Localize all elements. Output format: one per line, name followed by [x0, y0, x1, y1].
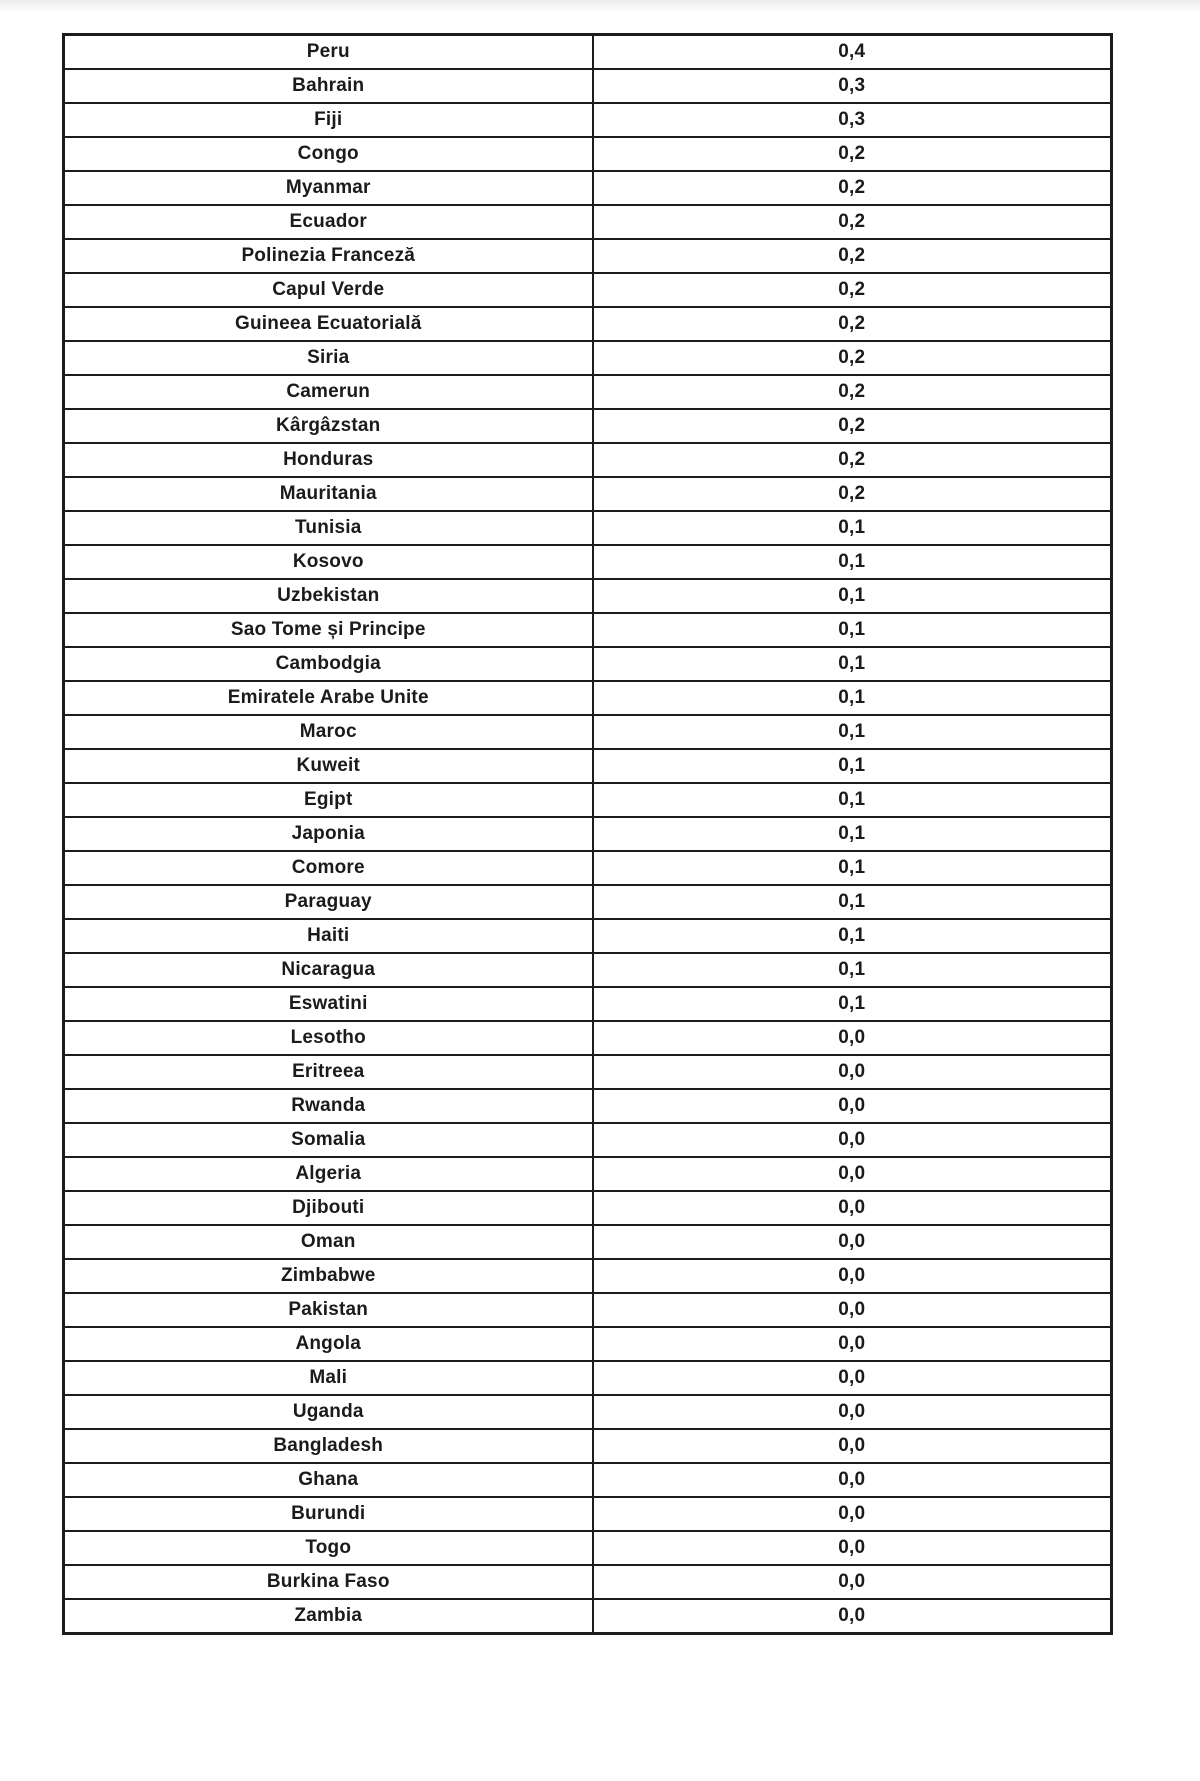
table-row	[64, 1361, 1112, 1395]
value-cell: 0,2	[593, 443, 1112, 477]
table-row	[64, 69, 1112, 103]
country-name-cell: Togo	[64, 1531, 593, 1565]
value-cell: 0,0	[593, 1429, 1112, 1463]
table-row	[64, 1395, 1112, 1429]
country-name-cell: Congo	[64, 137, 593, 171]
table-row	[64, 851, 1112, 885]
table-row	[64, 1157, 1112, 1191]
table-row	[64, 239, 1112, 273]
table-row	[64, 1463, 1112, 1497]
table-row	[64, 749, 1112, 783]
table-row	[64, 1497, 1112, 1531]
country-name-cell: Emiratele Arabe Unite	[64, 681, 593, 715]
value-cell: 0,2	[593, 137, 1112, 171]
value-cell: 0,1	[593, 885, 1112, 919]
country-name-cell: Somalia	[64, 1123, 593, 1157]
table-row	[64, 35, 1112, 70]
table-row	[64, 1293, 1112, 1327]
country-name-cell: Rwanda	[64, 1089, 593, 1123]
table-row	[64, 987, 1112, 1021]
value-cell: 0,1	[593, 647, 1112, 681]
country-name-cell: Maroc	[64, 715, 593, 749]
value-cell: 0,1	[593, 749, 1112, 783]
value-cell: 0,1	[593, 715, 1112, 749]
country-name-cell: Kârgâzstan	[64, 409, 593, 443]
table-row	[64, 477, 1112, 511]
country-name-cell: Mauritania	[64, 477, 593, 511]
table-row	[64, 103, 1112, 137]
value-cell: 0,0	[593, 1599, 1112, 1634]
country-name-cell: Polinezia Franceză	[64, 239, 593, 273]
country-table-body	[64, 35, 1112, 1634]
country-name-cell: Paraguay	[64, 885, 593, 919]
country-name-cell: Fiji	[64, 103, 593, 137]
country-name-cell: Siria	[64, 341, 593, 375]
country-name-cell: Camerun	[64, 375, 593, 409]
country-name-cell: Zimbabwe	[64, 1259, 593, 1293]
value-cell: 0,1	[593, 953, 1112, 987]
country-name-cell: Bahrain	[64, 69, 593, 103]
value-cell: 0,4	[593, 35, 1112, 70]
country-name-cell: Eswatini	[64, 987, 593, 1021]
country-name-cell: Ecuador	[64, 205, 593, 239]
country-name-cell: Capul Verde	[64, 273, 593, 307]
value-cell: 0,1	[593, 681, 1112, 715]
value-cell: 0,0	[593, 1055, 1112, 1089]
value-cell: 0,2	[593, 273, 1112, 307]
table-row	[64, 1021, 1112, 1055]
table-row	[64, 443, 1112, 477]
table-row	[64, 171, 1112, 205]
table-row	[64, 1089, 1112, 1123]
value-cell: 0,0	[593, 1225, 1112, 1259]
value-cell: 0,1	[593, 919, 1112, 953]
value-cell: 0,0	[593, 1565, 1112, 1599]
table-row	[64, 1531, 1112, 1565]
table-row	[64, 1599, 1112, 1634]
table-row	[64, 375, 1112, 409]
country-name-cell: Guineea Ecuatorială	[64, 307, 593, 341]
value-cell: 0,3	[593, 69, 1112, 103]
value-cell: 0,1	[593, 511, 1112, 545]
country-name-cell: Kosovo	[64, 545, 593, 579]
table-row	[64, 953, 1112, 987]
table-row	[64, 579, 1112, 613]
value-cell: 0,0	[593, 1531, 1112, 1565]
table-row	[64, 1123, 1112, 1157]
value-cell: 0,1	[593, 987, 1112, 1021]
value-cell: 0,2	[593, 205, 1112, 239]
country-name-cell: Eritreea	[64, 1055, 593, 1089]
country-name-cell: Zambia	[64, 1599, 593, 1634]
value-cell: 0,2	[593, 341, 1112, 375]
table-row	[64, 1225, 1112, 1259]
table-row	[64, 613, 1112, 647]
value-cell: 0,0	[593, 1497, 1112, 1531]
table-row	[64, 1327, 1112, 1361]
value-cell: 0,2	[593, 307, 1112, 341]
country-name-cell: Tunisia	[64, 511, 593, 545]
value-cell: 0,2	[593, 375, 1112, 409]
country-name-cell: Pakistan	[64, 1293, 593, 1327]
country-name-cell: Cambodgia	[64, 647, 593, 681]
country-value-table	[62, 33, 1113, 1635]
table-row	[64, 205, 1112, 239]
table-row	[64, 783, 1112, 817]
country-name-cell: Burkina Faso	[64, 1565, 593, 1599]
country-name-cell: Japonia	[64, 817, 593, 851]
table-row	[64, 1191, 1112, 1225]
value-cell: 0,2	[593, 409, 1112, 443]
table-row	[64, 885, 1112, 919]
table-row	[64, 273, 1112, 307]
country-name-cell: Myanmar	[64, 171, 593, 205]
value-cell: 0,2	[593, 239, 1112, 273]
value-cell: 0,0	[593, 1191, 1112, 1225]
value-cell: 0,2	[593, 477, 1112, 511]
value-cell: 0,0	[593, 1463, 1112, 1497]
country-name-cell: Ghana	[64, 1463, 593, 1497]
country-name-cell: Egipt	[64, 783, 593, 817]
country-name-cell: Comore	[64, 851, 593, 885]
country-name-cell: Burundi	[64, 1497, 593, 1531]
country-name-cell: Sao Tome și Principe	[64, 613, 593, 647]
value-cell: 0,0	[593, 1021, 1112, 1055]
value-cell: 0,0	[593, 1123, 1112, 1157]
table-row	[64, 1259, 1112, 1293]
page-top-edge	[0, 0, 1200, 12]
table-row	[64, 137, 1112, 171]
country-name-cell: Uganda	[64, 1395, 593, 1429]
country-name-cell: Peru	[64, 35, 593, 70]
value-cell: 0,0	[593, 1361, 1112, 1395]
value-cell: 0,0	[593, 1395, 1112, 1429]
table-row	[64, 511, 1112, 545]
country-name-cell: Mali	[64, 1361, 593, 1395]
table-row	[64, 647, 1112, 681]
country-name-cell: Bangladesh	[64, 1429, 593, 1463]
value-cell: 0,1	[593, 613, 1112, 647]
value-cell: 0,2	[593, 171, 1112, 205]
value-cell: 0,0	[593, 1089, 1112, 1123]
country-name-cell: Kuweit	[64, 749, 593, 783]
value-cell: 0,1	[593, 851, 1112, 885]
table-row	[64, 1055, 1112, 1089]
value-cell: 0,0	[593, 1293, 1112, 1327]
table-row	[64, 919, 1112, 953]
country-name-cell: Algeria	[64, 1157, 593, 1191]
table-row	[64, 1565, 1112, 1599]
table-row	[64, 341, 1112, 375]
table-row	[64, 715, 1112, 749]
table-row	[64, 307, 1112, 341]
country-name-cell: Djibouti	[64, 1191, 593, 1225]
value-cell: 0,3	[593, 103, 1112, 137]
value-cell: 0,0	[593, 1157, 1112, 1191]
country-name-cell: Oman	[64, 1225, 593, 1259]
value-cell: 0,0	[593, 1259, 1112, 1293]
country-name-cell: Haiti	[64, 919, 593, 953]
value-cell: 0,1	[593, 783, 1112, 817]
country-value-table-container	[62, 33, 1113, 1635]
value-cell: 0,1	[593, 579, 1112, 613]
table-row	[64, 545, 1112, 579]
value-cell: 0,1	[593, 817, 1112, 851]
table-row	[64, 817, 1112, 851]
country-name-cell: Angola	[64, 1327, 593, 1361]
table-row	[64, 1429, 1112, 1463]
country-name-cell: Nicaragua	[64, 953, 593, 987]
value-cell: 0,1	[593, 545, 1112, 579]
value-cell: 0,0	[593, 1327, 1112, 1361]
table-row	[64, 409, 1112, 443]
country-name-cell: Lesotho	[64, 1021, 593, 1055]
country-name-cell: Uzbekistan	[64, 579, 593, 613]
table-row	[64, 681, 1112, 715]
country-name-cell: Honduras	[64, 443, 593, 477]
